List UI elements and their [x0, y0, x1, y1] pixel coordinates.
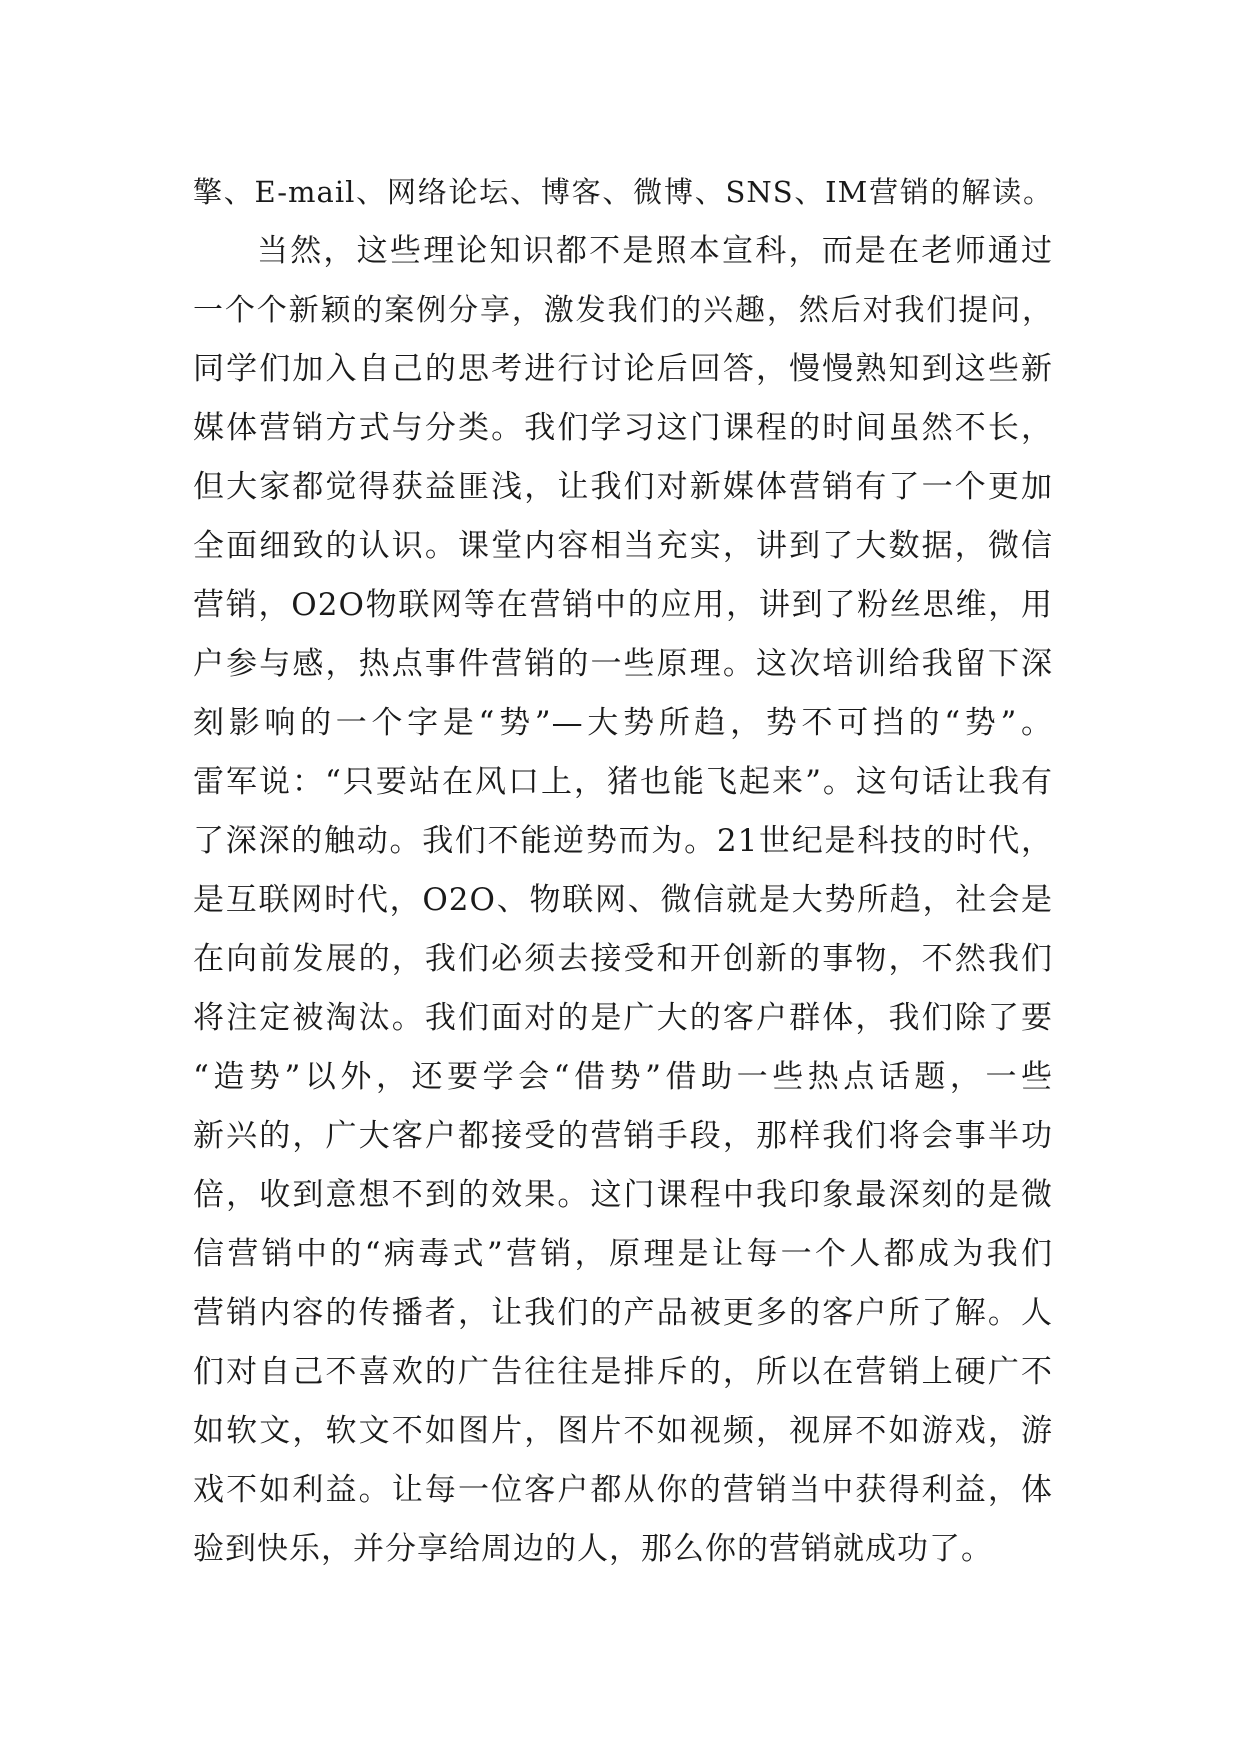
text-line: 全面细致的认识。课堂内容相当充实，讲到了大数据，微信	[193, 528, 1053, 564]
text-line: 但大家都觉得获益匪浅，让我们对新媒体营销有了一个更加	[193, 469, 1053, 505]
text-line: 新兴的，广大客户都接受的营销手段，那样我们将会事半功	[193, 1118, 1053, 1154]
text-line: 同学们加入自己的思考进行讨论后回答，慢慢熟知到这些新	[193, 351, 1053, 387]
text-line: 当然，这些理论知识都不是照本宣科，而是在老师通过	[257, 233, 1053, 269]
body-text	[193, 163, 1053, 1579]
text-line: 如软文，软文不如图片，图片不如视频，视屏不如游戏，游	[193, 1413, 1053, 1449]
text-line: 是互联网时代，O2O、物联网、微信就是大势所趋，社会是	[193, 882, 1053, 918]
text-line: 媒体营销方式与分类。我们学习这门课程的时间虽然不长，	[193, 410, 1053, 446]
text-line: 验到快乐，并分享给周边的人，那么你的营销就成功了。	[193, 1531, 993, 1567]
text-line: 了深深的触动。我们不能逆势而为。21世纪是科技的时代，	[193, 823, 1053, 859]
text-line: “造势”以外，还要学会“借势”借助一些热点话题，一些	[193, 1059, 1053, 1095]
text-line: 们对自己不喜欢的广告往往是排斥的，所以在营销上硬广不	[193, 1354, 1053, 1390]
text-line: 户参与感，热点事件营销的一些原理。这次培训给我留下深	[193, 646, 1053, 682]
text-line: 将注定被淘汰。我们面对的是广大的客户群体，我们除了要	[193, 1000, 1053, 1036]
text-line: 雷军说：“只要站在风口上，猪也能飞起来”。这句话让我有	[193, 764, 1053, 800]
text-line: 一个个新颖的案例分享，激发我们的兴趣，然后对我们提问，	[193, 293, 1053, 328]
text-line: 倍，收到意想不到的效果。这门课程中我印象最深刻的是微	[193, 1177, 1053, 1213]
text-line: 在向前发展的，我们必须去接受和开创新的事物，不然我们	[193, 941, 1053, 977]
text-line: 刻影响的一个字是“势”—大势所趋，势不可挡的“势”。	[193, 705, 1053, 741]
text-line: 戏不如利益。让每一位客户都从你的营销当中获得利益，体	[193, 1472, 1053, 1508]
text-line: 擎、E-mail、网络论坛、博客、微博、SNS、IM营销的解读。	[193, 175, 1053, 209]
text-line: 信营销中的“病毒式”营销，原理是让每一个人都成为我们	[193, 1236, 1053, 1272]
text-line: 营销，O2O物联网等在营销中的应用，讲到了粉丝思维，用	[193, 587, 1053, 623]
text-line: 营销内容的传播者，让我们的产品被更多的客户所了解。人	[193, 1295, 1053, 1331]
